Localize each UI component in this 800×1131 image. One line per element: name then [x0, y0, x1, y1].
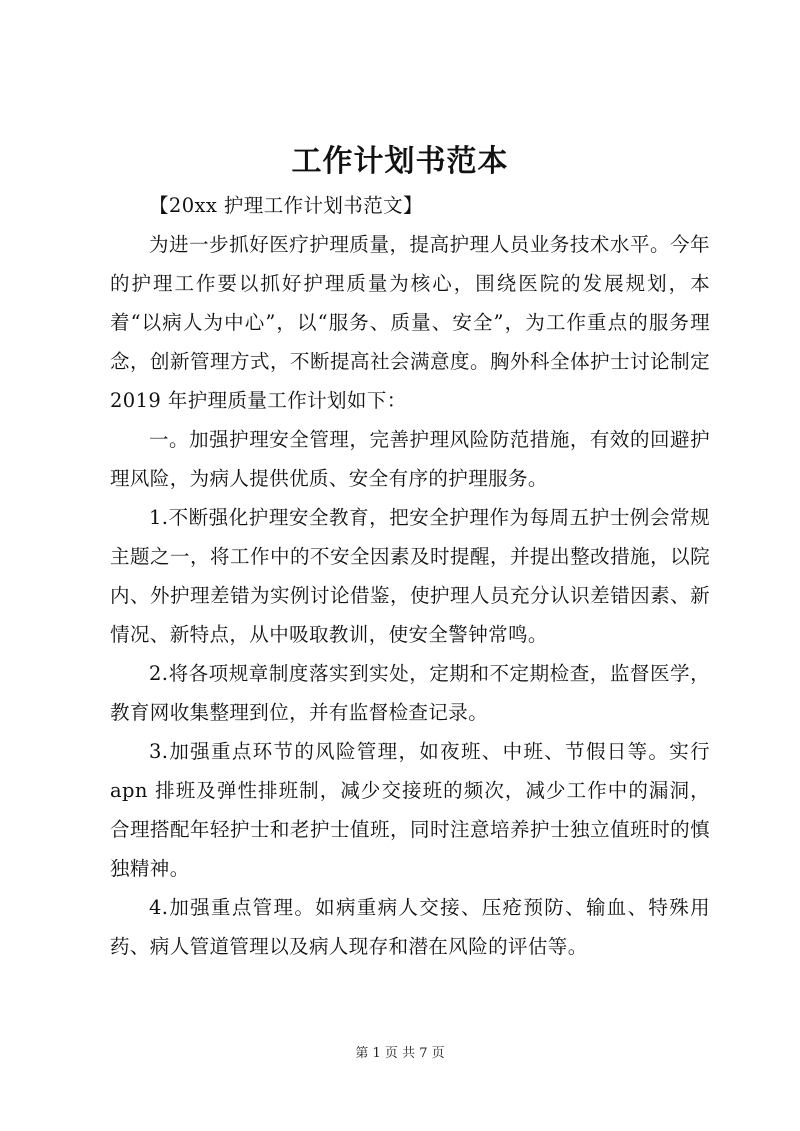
- paragraph-item-1: 1.不断强化护理安全教育，把安全护理作为每周五护士例会常规主题之一，将工作中的不安全因素及时提醒，并提出整改措施，以院内、外护理差错为实例讨论借鉴，使护理人员充分认识差错因素、新情况、新特点，从中吸取教训，使安全警钟常鸣。: [110, 506, 710, 646]
- paragraph-section-one: 一。加强护理安全管理，完善护理风险防范措施，有效的回避护理风险，为病人提供优质、安全有序的护理服务。: [110, 428, 710, 490]
- paragraph-heading: 【20xx 护理工作计划书范文】: [149, 194, 423, 217]
- paragraph-intro: 为进一步抓好医疗护理质量，提高护理人员业务技术水平。今年的护理工作要以抓好护理质量为核心，围绕医院的发展规划，本着“以病人为中心”，以“服务、质量、安全”，为工作重点的服务理念，创新管理方式，不断提高社会满意度。胸外科全体护士讨论制定 2019 年护理质量工作计划如下：: [110, 233, 710, 412]
- paragraph-item-2: 2.将各项规章制度落实到实处，定期和不定期检查，监督医学，教育网收集整理到位，并有监督检查记录。: [110, 662, 710, 724]
- paragraph-item-4: 4.加强重点管理。如病重病人交接、压疮预防、输血、特殊用药、病人管道管理以及病人现存和潜在风险的评估等。: [110, 896, 710, 958]
- page-footer: 第 1 页 共 7 页: [355, 1046, 445, 1061]
- document-body: [110, 186, 710, 966]
- document-title: 工作计划书范本: [291, 144, 509, 179]
- paragraph-item-3: 3.加强重点环节的风险管理，如夜班、中班、节假日等。实行 apn 排班及弹性排班制，减少交接班的频次，减少工作中的漏洞，合理搭配年轻护士和老护士值班，同时注意培养护士独立值班时的慎独精神。: [110, 740, 710, 880]
